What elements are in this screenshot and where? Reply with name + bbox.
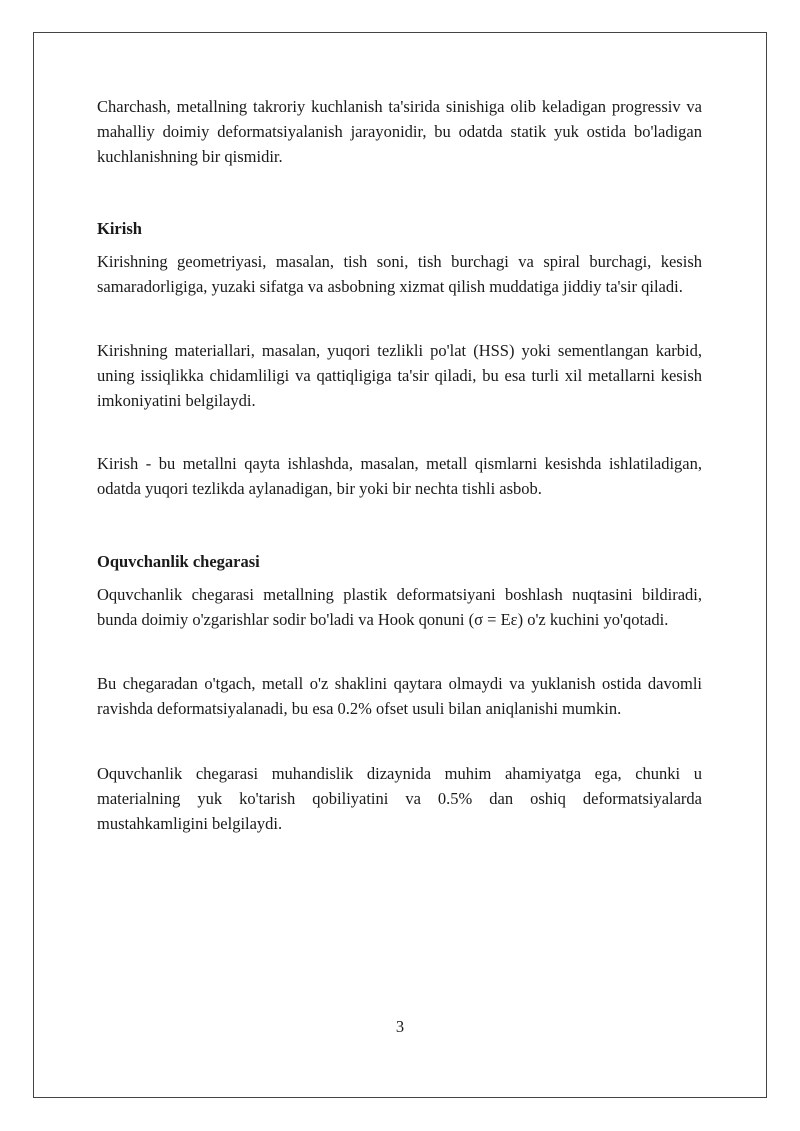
page-number: 3 <box>395 1017 405 1036</box>
heading-yield-strength: Oquvchanlik chegarasi <box>97 552 260 571</box>
paragraph-mill-geometry: Kirishning geometriyasi, masalan, tish soni, tish burchagi va spiral burchagi, kesish samaradorligiga, yuzaki sifatga va asbobning xizmat qilish muddatiga jiddiy ta'sir qiladi. <box>97 252 702 296</box>
paragraph-yield-definition: Oquvchanlik chegarasi metallning plastik deformatsiyani boshlash nuqtasini bildiradi, bunda doimiy o'zgarishlar sodir bo'ladi va Hook qonuni (σ = Eε) o'z kuchini yo'qotadi. <box>97 585 702 629</box>
paragraph-yield-design: Oquvchanlik chegarasi muhandislik dizaynida muhim ahamiyatga ega, chunki u materialning yuk ko'tarish qobiliyatini va 0.5% dan oshiq deformatsiyalarda mustahkamligini belgilaydi. <box>97 764 702 833</box>
paragraph-mill-definition: Kirish - bu metallni qayta ishlashda, masalan, metall qismlarni kesishda ishlatiladigan, odatda yuqori tezlikda aylanadigan, bir yoki bir nechta tishli asbob. <box>97 454 702 498</box>
paragraph-mill-materials: Kirishning materiallari, masalan, yuqori tezlikli po'lat (HSS) yoki sementlangan karbid, uning issiqlikka chidamliligi va qattiqligiga ta'sir qiladi, bu esa turli xil metallarni kesish imkoniyatini belgilaydi. <box>97 341 702 410</box>
document-body <box>97 94 702 836</box>
heading-kirish: Kirish <box>97 219 142 238</box>
paragraph-yield-beyond: Bu chegaradan o'tgach, metall o'z shaklini qaytara olmaydi va yuklanish ostida davomli ravishda deformatsiyalanadi, bu esa 0.2% ofset usuli bilan aniqlanishi mumkin. <box>97 674 702 718</box>
paragraph-fatigue: Charchash, metallning takroriy kuchlanish ta'sirida sinishiga olib keladigan progressiv va mahalliy doimiy deformatsiyalanish jarayonidir, bu odatda statik yuk ostida bo'ladigan kuchlanishning bir qismidir. <box>97 97 702 166</box>
